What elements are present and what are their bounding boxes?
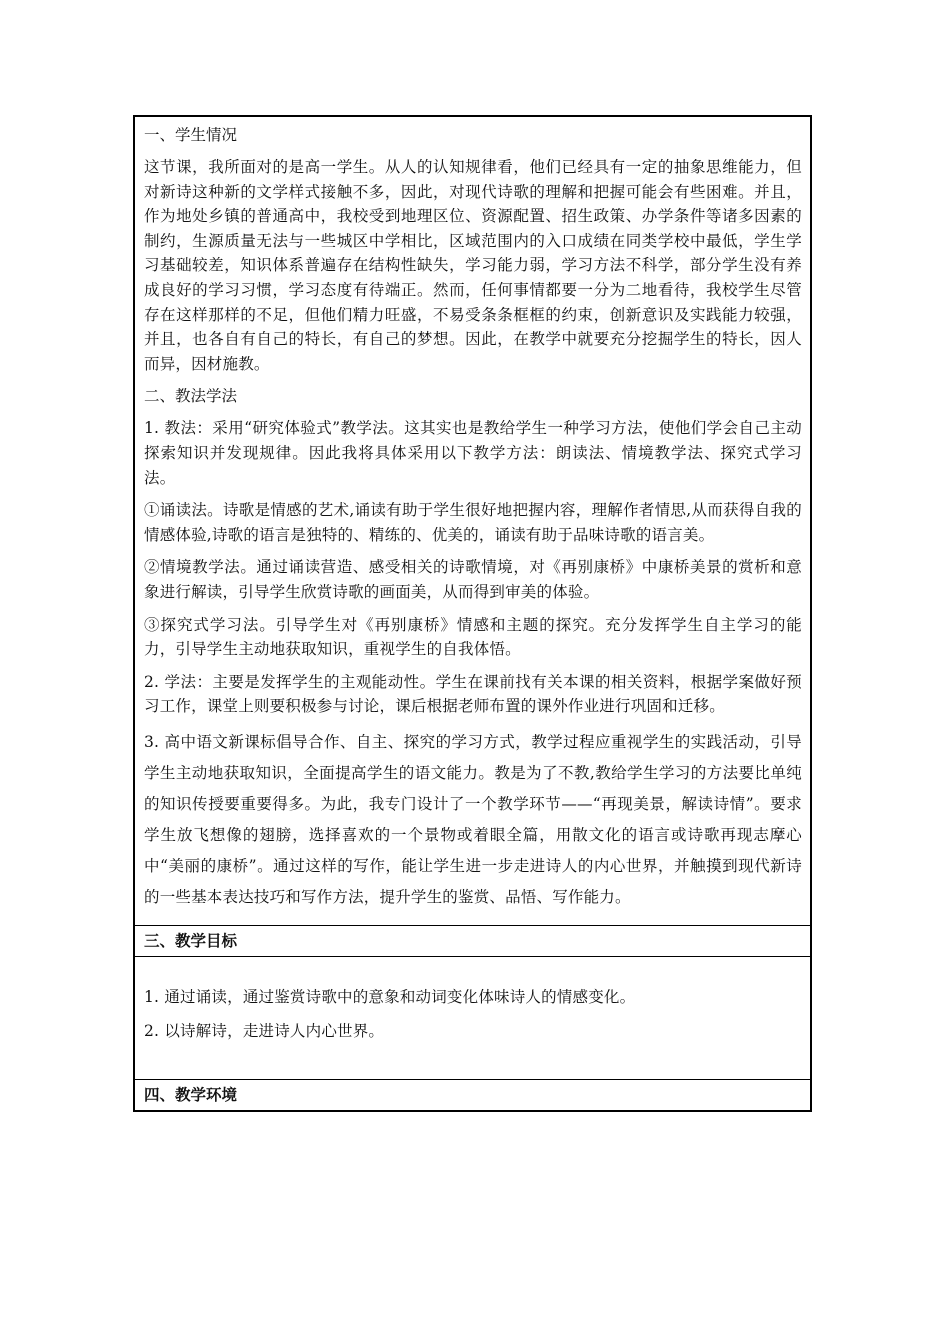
methods-paragraph-2: ①诵读法。诗歌是情感的艺术,诵读有助于学生很好地把握内容，理解作者情思,从而获得自我的情感体验,诗歌的语言是独特的、精练的、优美的，诵读有助于品味诗歌的语言美。	[144, 501, 802, 544]
lesson-plan-table	[133, 115, 812, 1112]
goals-section	[135, 956, 810, 1079]
methods-paragraph-4: ③探究式学习法。引导学生对《再别康桥》情感和主题的探究。充分发挥学生自主学习的能力，引导学生主动地获取知识，重视学生的自我体悟。	[144, 615, 802, 659]
students-paragraph: 这节课，我所面对的是高一学生。从人的认知规律看，他们已经具有一定的抽象思维能力，但对新诗这种新的文学样式接触不多，因此，对现代诗歌的理解和把握可能会有些困难。并且，作为地处乡镇的普通高中，我校受到地理区位、资源配置、招生政策、办学条件等诸多因素的制约，生源质量无法与一些城区中学相比，区域范围内的入口成绩在同类学校中最低，学生学习基础较差，知识体系普遍存在结构性缺失，学习能力弱，学习方法不科学，部分学生没有养成良好的学习习惯，学习态度有待端正。然而，任何事情都要一分为二地看待，我校学生尽管存在这样那样的不足，但他们精力旺盛，不易受条条框框的约束，创新意识及实践能力较强，并且，也各自有自己的特长，有自己的梦想。因此，在教学中就要充分挖掘学生的特长，因人而异，因材施教。	[144, 158, 802, 373]
goal-item-2: 2. 以诗解诗，走进诗人内心世界。	[144, 1022, 385, 1041]
methods-paragraph-3: ②情境教学法。通过诵读营造、感受相关的诗歌情境，对《再别康桥》中康桥美景的赏析和意象进行解读，引导学生欣赏诗歌的画面美，从而得到审美的体验。	[144, 558, 802, 601]
methods-paragraph-6: 3. 高中语文新课标倡导合作、自主、探究的学习方式，教学过程应重视学生的实践活动，引导学生主动地获取知识，全面提高学生的语文能力。教是为了不教,教给学生学习的方法要比单纯的知识传授要重要得多。为此，我专门设计了一个教学环节——“再现美景，解读诗情”。要求学生放飞想像的翅膀，选择喜欢的一个景物或着眼全篇，用散文化的语言或诗歌再现志摩心中“美丽的康桥”。通过这样的写作，能让学生进一步走进诗人的内心世界，并触摸到现代新诗的一些基本表达技巧和写作方法，提升学生的鉴赏、品悟、写作能力。	[144, 732, 802, 906]
students-heading: 一、学生情况	[144, 126, 238, 144]
methods-paragraph-1: 1. 教法：采用“研究体验式”教学法。这其实也是教给学生一种学习方法，使他们学会自己主动探索知识并发现规律。因此我将具体采用以下教学方法：朗读法、情境教学法、探究式学习法。	[144, 419, 802, 487]
methods-heading: 二、教法学法	[144, 387, 238, 406]
goal-item-1: 1. 通过诵读，通过鉴赏诗歌中的意象和动词变化体味诗人的情感变化。	[144, 987, 636, 1006]
goals-heading: 三、教学目标	[135, 925, 810, 956]
methods-paragraph-5: 2. 学法：主要是发挥学生的主观能动性。学生在课前找有关本课的相关资料，根据学案做好预习工作，课堂上则要积极参与讨论，课后根据老师布置的课外作业进行巩固和迁移。	[144, 672, 802, 716]
environment-heading: 四、教学环境	[135, 1079, 810, 1110]
students-section	[135, 117, 810, 925]
